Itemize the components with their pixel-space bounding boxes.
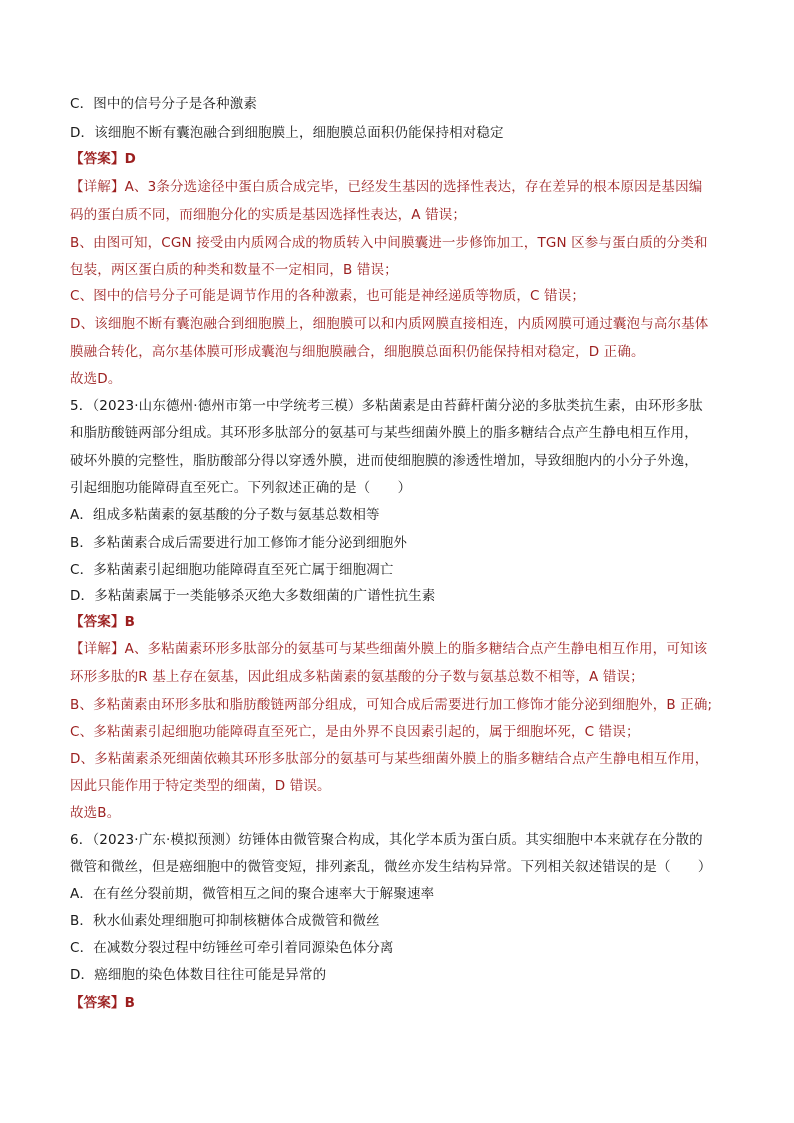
q5-option-d: D．多粘菌素属于一类能够杀灭绝大多数细菌的广谱性抗生素 bbox=[70, 588, 436, 604]
q4-detail-line-7: 膜融合转化，高尔基体膜可形成囊泡与细胞膜融合，细胞膜总面积仍能保持相对稳定，D 正确。 bbox=[70, 344, 645, 360]
q6-stem-line-2: 微管和微丝，但是癌细胞中的微管变短，排列紊乱，微丝亦发生结构异常。下列相关叙述错误的是（ ） bbox=[70, 859, 712, 875]
q4-detail-line-2: 码的蛋白质不同，而细胞分化的实质是基因选择性表达，A 错误； bbox=[70, 207, 467, 223]
q5-detail-line-1: 【详解】A、多粘菌素环形多肽部分的氨基可与某些细菌外膜上的脂多糖结合点产生静电相互作用，可知该 bbox=[70, 641, 708, 657]
q4-detail-line-4: 包装，两区蛋白质的种类和数量不一定相同，B 错误； bbox=[70, 262, 398, 278]
q6-option-c: C．在减数分裂过程中纺锤丝可牵引着同源染色体分离 bbox=[70, 940, 394, 956]
q5-option-c: C．多粘菌素引起细胞功能障碍直至死亡属于细胞凋亡 bbox=[70, 562, 394, 578]
q4-conclusion: 故选D。 bbox=[70, 371, 122, 387]
q5-detail-line-4: C、多粘菌素引起细胞功能障碍直至死亡，是由外界不良因素引起的，属于细胞坏死，C 错误； bbox=[70, 724, 640, 740]
q5-detail-line-5: D、多粘菌素杀死细菌依赖其环形多肽部分的氨基可与某些细菌外膜上的脂多糖结合点产生静电相互作用， bbox=[70, 751, 709, 767]
q5-stem-line-3: 破坏外膜的完整性，脂肪酸部分得以穿透外膜，进而使细胞膜的渗透性增加，导致细胞内的小分子外逸， bbox=[70, 453, 698, 469]
q5-conclusion: 故选B。 bbox=[70, 805, 121, 821]
q5-stem-line-4: 引起细胞功能障碍直至死亡。下列叙述正确的是（ ） bbox=[70, 480, 412, 496]
q4-detail-line-1: 【详解】A、3条分选途径中蛋白质合成完毕，已经发生基因的选择性表达，存在差异的根本原因是基因编 bbox=[70, 179, 703, 195]
q4-detail-line-3: B、由图可知，CGN 接受由内质网合成的物质转入中间膜囊进一步修饰加工，TGN 区参与蛋白质的分类和 bbox=[70, 235, 708, 251]
q5-detail-line-3: B、多粘菌素由环形多肽和脂肪酸链两部分组成，可知合成后需要进行加工修饰才能分泌到细胞外，B 正确; bbox=[70, 697, 713, 713]
q4-option-d: D．该细胞不断有囊泡融合到细胞膜上，细胞膜总面积仍能保持相对稳定 bbox=[70, 125, 504, 141]
q6-answer: 【答案】B bbox=[70, 995, 136, 1011]
q5-stem-line-1: 5．（2023·山东德州·德州市第一中学统考三模）多粘菌素是由苔藓杆菌分泌的多肽类抗生素，由环形多肽 bbox=[70, 398, 703, 414]
q5-answer: 【答案】B bbox=[70, 614, 136, 630]
q6-option-a: A．在有丝分裂前期，微管相互之间的聚合速率大于解聚速率 bbox=[70, 886, 435, 902]
q6-option-b: B．秋水仙素处理细胞可抑制核糖体合成微管和微丝 bbox=[70, 913, 380, 929]
q4-detail-line-6: D、该细胞不断有囊泡融合到细胞膜上，细胞膜可以和内质网膜直接相连，内质网膜可通过囊泡与高尔基体 bbox=[70, 316, 709, 332]
q5-detail-line-2: 环形多肽的R 基上存在氨基，因此组成多粘菌素的氨基酸的分子数与氨基总数不相等，A 错误； bbox=[70, 669, 644, 685]
q5-detail-line-6: 因此只能作用于特定类型的细菌，D 错误。 bbox=[70, 778, 331, 794]
q5-option-a: A．组成多粘菌素的氨基酸的分子数与氨基总数相等 bbox=[70, 507, 380, 523]
q4-option-c: C．图中的信号分子是各种激素 bbox=[70, 96, 258, 112]
q5-stem-line-2: 和脂肪酸链两部分组成。其环形多肽部分的氨基可与某些细菌外膜上的脂多糖结合点产生静电相互作用， bbox=[70, 425, 698, 441]
q4-answer: 【答案】D bbox=[70, 151, 136, 167]
q6-stem-line-1: 6．（2023·广东·模拟预测）纺锤体由微管聚合构成，其化学本质为蛋白质。其实细胞中本来就存在分散的 bbox=[70, 832, 703, 848]
q6-option-d: D．癌细胞的染色体数目往往可能是异常的 bbox=[70, 967, 327, 983]
q5-option-b: B．多粘菌素合成后需要进行加工修饰才能分泌到细胞外 bbox=[70, 535, 408, 551]
q4-detail-line-5: C、图中的信号分子可能是调节作用的各种激素，也可能是神经递质等物质，C 错误； bbox=[70, 288, 585, 304]
